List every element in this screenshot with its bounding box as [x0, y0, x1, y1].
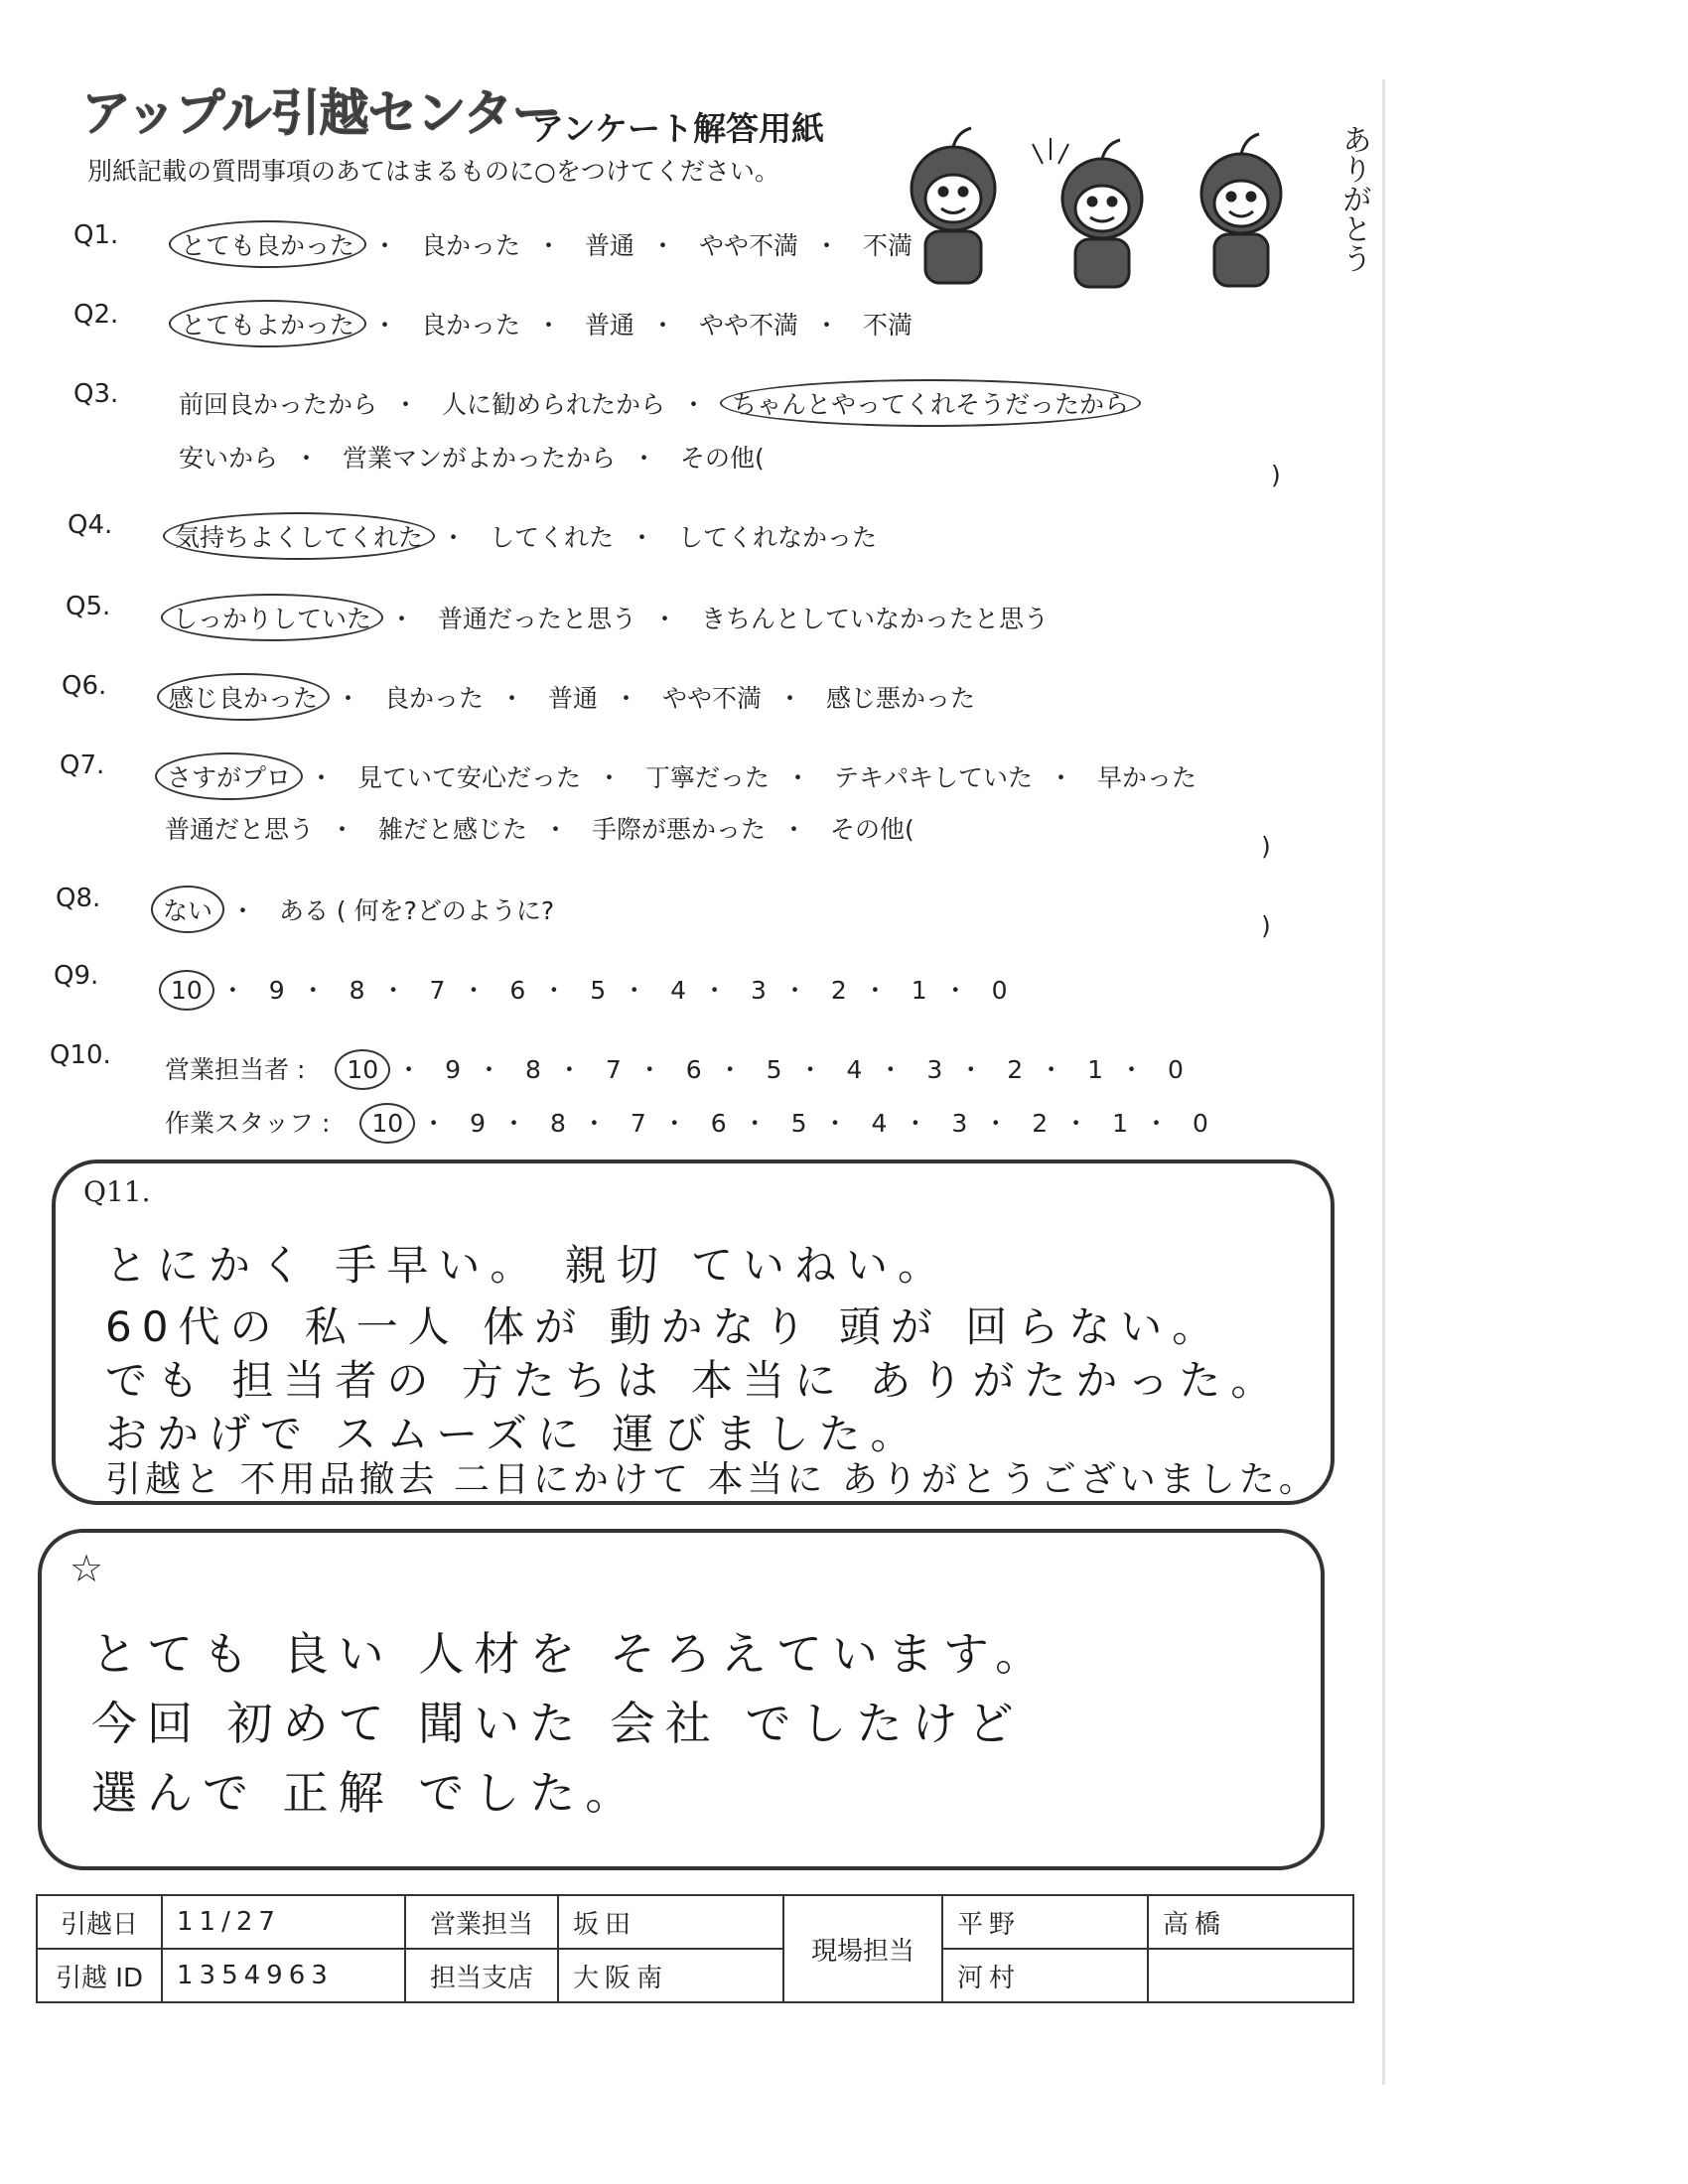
q9-score[interactable]: 1 [911, 976, 927, 1005]
q10-sales-score[interactable]: 1 [1087, 1055, 1104, 1084]
q3-options-line2: 安いから ・ 営業マンがよかったから ・ その他( [179, 439, 765, 475]
q3-option-selected[interactable]: ちゃんとやってくれそうだったから [720, 379, 1141, 427]
q3-label: Q3. [73, 379, 119, 409]
q10-sales-score[interactable]: 3 [926, 1055, 943, 1084]
q10-sales-score[interactable]: 2 [1007, 1055, 1024, 1084]
q11-comment-box[interactable] [52, 1160, 1335, 1505]
field-label: 現場担当 [783, 1895, 942, 2002]
q6-label: Q6. [62, 671, 107, 701]
q7-option[interactable]: 丁寧だった [644, 763, 770, 792]
q11-line: 60代の 私一人 体が 動かなり 頭が 回らない。 [105, 1302, 1224, 1351]
q10-staff-score[interactable]: 1 [1112, 1109, 1129, 1138]
q6-option[interactable]: やや不満 [661, 684, 762, 713]
q1-option[interactable]: 普通 [584, 231, 634, 260]
q2-option[interactable]: 良かった [420, 311, 520, 340]
q3-options-line1: 前回良かったから ・ 人に勧められたから ・ ちゃんとやってくれそうだったから [179, 385, 1131, 421]
q9-score[interactable]: 7 [429, 976, 446, 1005]
q10-staff-score[interactable]: 7 [630, 1109, 646, 1138]
thanks-text: ありがとう [1336, 124, 1371, 273]
sales-value[interactable]: 坂田 [558, 1895, 783, 1949]
q7-option[interactable]: 手際が悪かった [591, 815, 766, 844]
q3-option[interactable]: 人に勧められたから [441, 390, 665, 419]
move-date-value[interactable]: 11/27 [162, 1895, 405, 1949]
q10-sales-score[interactable]: 6 [685, 1055, 702, 1084]
field-staff-empty[interactable] [1148, 1949, 1353, 2002]
q4-option[interactable]: してくれなかった [677, 523, 877, 552]
q8-option-selected[interactable]: ない [151, 886, 224, 933]
move-date-label: 引越日 [37, 1895, 162, 1949]
q6-options: 感じ良かった ・ 良かった ・ 普通 ・ やや不満 ・ 感じ悪かった [167, 679, 975, 715]
q9-scale: 10 ・ 9 ・ 8 ・ 7 ・ 6 ・ 5 ・ 4 ・ 3 ・ 2 ・ 1 ・ 0 [169, 971, 1008, 1007]
q1-option-selected[interactable]: とても良かった [169, 220, 366, 268]
q4-option[interactable]: してくれた [489, 523, 614, 552]
field-staff-3[interactable]: 河村 [942, 1949, 1148, 2002]
q1-options: とても良かった ・ 良かった ・ 普通 ・ やや不満 ・ 不満 [179, 226, 913, 262]
star-line: 今回 初めて 聞いた 会社 でしたけど [91, 1697, 1024, 1750]
field-staff-1[interactable]: 平野 [942, 1895, 1148, 1949]
q9-score[interactable]: 3 [751, 976, 767, 1005]
q7-option[interactable]: テキパキしていた [833, 763, 1033, 792]
q7-other-close: ) [1261, 832, 1271, 861]
q10-sales-score[interactable]: 4 [846, 1055, 863, 1084]
q3-other-close: ) [1271, 461, 1281, 489]
q6-option[interactable]: 良かった [383, 684, 484, 713]
q10-sales-score[interactable]: 8 [524, 1055, 541, 1084]
q10-staff-score[interactable]: 8 [549, 1109, 566, 1138]
q9-score[interactable]: 0 [991, 976, 1008, 1005]
star-line: 選んで 正解 でした。 [91, 1766, 641, 1820]
q10-staff-name: 作業スタッフ : [165, 1109, 331, 1138]
q3-option[interactable]: 安いから [179, 444, 279, 473]
q10-staff-row: 作業スタッフ : 10 ・ 9 ・ 8 ・ 7 ・ 6 ・ 5 ・ 4 ・ 3 ・ 2 ・ 1 ・ 0 [165, 1104, 1208, 1140]
q10-staff-score[interactable]: 4 [871, 1109, 888, 1138]
q5-options: しっかりしていた ・ 普通だったと思う ・ きちんとしていなかったと思う [171, 600, 1049, 635]
sales-label: 営業担当 [405, 1895, 558, 1949]
q10-label: Q10. [50, 1040, 111, 1070]
q10-staff-score[interactable]: 3 [951, 1109, 968, 1138]
q1-label: Q1. [73, 220, 119, 250]
q8-option-other[interactable]: ある ( 何を?どのように? [278, 896, 555, 925]
move-id-value[interactable]: 1354963 [162, 1949, 405, 2002]
q8-label: Q8. [56, 884, 101, 913]
q2-option[interactable]: やや不満 [698, 311, 798, 340]
q10-sales-score-selected[interactable]: 10 [335, 1049, 390, 1090]
instructions: 別紙記載の質問事項のあてはまるものに○をつけてください。 [87, 157, 779, 186]
q4-label: Q4. [68, 510, 113, 540]
footer-info-table [36, 1894, 1354, 2003]
q9-score[interactable]: 5 [590, 976, 607, 1005]
q9-score[interactable]: 2 [830, 976, 847, 1005]
form-subtitle: アンケート解答用紙 [531, 109, 825, 148]
star-comment-box[interactable] [38, 1529, 1325, 1870]
q4-option-selected[interactable]: 気持ちよくしてくれた [163, 512, 435, 560]
q10-staff-score[interactable]: 0 [1192, 1109, 1208, 1138]
q4-options: 気持ちよくしてくれた ・ してくれた ・ してくれなかった [173, 518, 877, 554]
q1-option[interactable]: 良かった [420, 231, 520, 260]
q2-label: Q2. [73, 300, 119, 330]
q7-options-line2: 普通だと思う ・ 雑だと感じた ・ 手際が悪かった ・ その他( [165, 810, 914, 846]
q6-option-selected[interactable]: 感じ良かった [157, 673, 330, 721]
q10-sales-score[interactable]: 7 [605, 1055, 622, 1084]
star-line: とても 良い 人材を そろえています。 [91, 1627, 1052, 1681]
q10-staff-score[interactable]: 5 [790, 1109, 807, 1138]
q9-score[interactable]: 6 [509, 976, 526, 1005]
q10-sales-name: 営業担当者 : [165, 1055, 306, 1084]
q5-option[interactable]: きちんとしていなかったと思う [700, 605, 1049, 633]
q9-score-selected[interactable]: 10 [159, 970, 214, 1011]
q7-label: Q7. [60, 751, 105, 780]
q3-option[interactable]: 営業マンがよかったから [342, 444, 616, 473]
q7-option[interactable]: 雑だと感じた [377, 815, 527, 844]
q10-staff-score[interactable]: 6 [710, 1109, 727, 1138]
branch-label: 担当支店 [405, 1949, 558, 2002]
q8-close: ) [1261, 911, 1271, 940]
q11-line: おかげで スムーズに 運びました。 [105, 1410, 922, 1458]
q10-sales-row: 営業担当者 : 10 ・ 9 ・ 8 ・ 7 ・ 6 ・ 5 ・ 4 ・ 3 ・ 2 ・ 1 ・ 0 [165, 1050, 1184, 1086]
q9-label: Q9. [54, 961, 99, 991]
q11-line: 引越と 不用品撤去 二日にかけて 本当に ありがとうございました。 [105, 1459, 1319, 1500]
q11-line: でも 担当者の 方たちは 本当に ありがたかった。 [105, 1356, 1283, 1405]
q7-option[interactable]: 早かった [1096, 763, 1196, 792]
q6-option[interactable]: 普通 [547, 684, 598, 713]
q2-option-selected[interactable]: とてもよかった [169, 300, 366, 347]
q9-score[interactable]: 4 [670, 976, 687, 1005]
q8-options: ない ・ ある ( 何を?どのように? [161, 891, 554, 927]
star-box-label: ☆ [70, 1547, 104, 1590]
move-id-label: 引越 ID [37, 1949, 162, 2002]
q10-sales-score[interactable]: 5 [766, 1055, 782, 1084]
q10-staff-score[interactable]: 2 [1032, 1109, 1049, 1138]
q2-options: とてもよかった ・ 良かった ・ 普通 ・ やや不満 ・ 不満 [179, 306, 913, 341]
q1-option[interactable]: やや不満 [698, 231, 798, 260]
q1-option[interactable]: 不満 [862, 231, 913, 260]
q5-option[interactable]: 普通だったと思う [437, 605, 636, 633]
mascot-illustration [884, 114, 1340, 303]
q7-option-selected[interactable]: さすがプロ [155, 752, 303, 800]
scan-edge-line [1382, 79, 1385, 2085]
q7-option[interactable]: 見ていて安心だった [356, 763, 581, 792]
q6-option[interactable]: 感じ悪かった [825, 684, 975, 713]
q7-option[interactable]: 普通だと思う [165, 815, 315, 844]
q7-option-other[interactable]: その他( [829, 815, 914, 844]
branch-value[interactable]: 大阪南 [558, 1949, 783, 2002]
q9-score[interactable]: 9 [268, 976, 285, 1005]
q10-sales-score[interactable]: 9 [445, 1055, 462, 1084]
q10-sales-score[interactable]: 0 [1167, 1055, 1184, 1084]
q5-option-selected[interactable]: しっかりしていた [161, 594, 383, 641]
q3-option-other[interactable]: その他( [679, 444, 765, 473]
brand-name: アップル引越センター [81, 84, 561, 142]
q11-line: とにかく 手早い。 親切 ていねい。 [105, 1241, 950, 1290]
q2-option[interactable]: 普通 [584, 311, 634, 340]
q10-staff-score-selected[interactable]: 10 [359, 1103, 415, 1144]
q5-label: Q5. [66, 592, 111, 621]
q10-staff-score[interactable]: 9 [470, 1109, 487, 1138]
field-staff-2[interactable]: 高橋 [1148, 1895, 1353, 1949]
q9-score[interactable]: 8 [349, 976, 365, 1005]
q11-box-label: Q11. [83, 1175, 151, 1208]
q7-options-line1: さすがプロ ・ 見ていて安心だった ・ 丁寧だった ・ テキパキしていた ・ 早かった [165, 758, 1196, 794]
q3-option[interactable]: 前回良かったから [179, 390, 378, 419]
q2-option[interactable]: 不満 [862, 311, 913, 340]
